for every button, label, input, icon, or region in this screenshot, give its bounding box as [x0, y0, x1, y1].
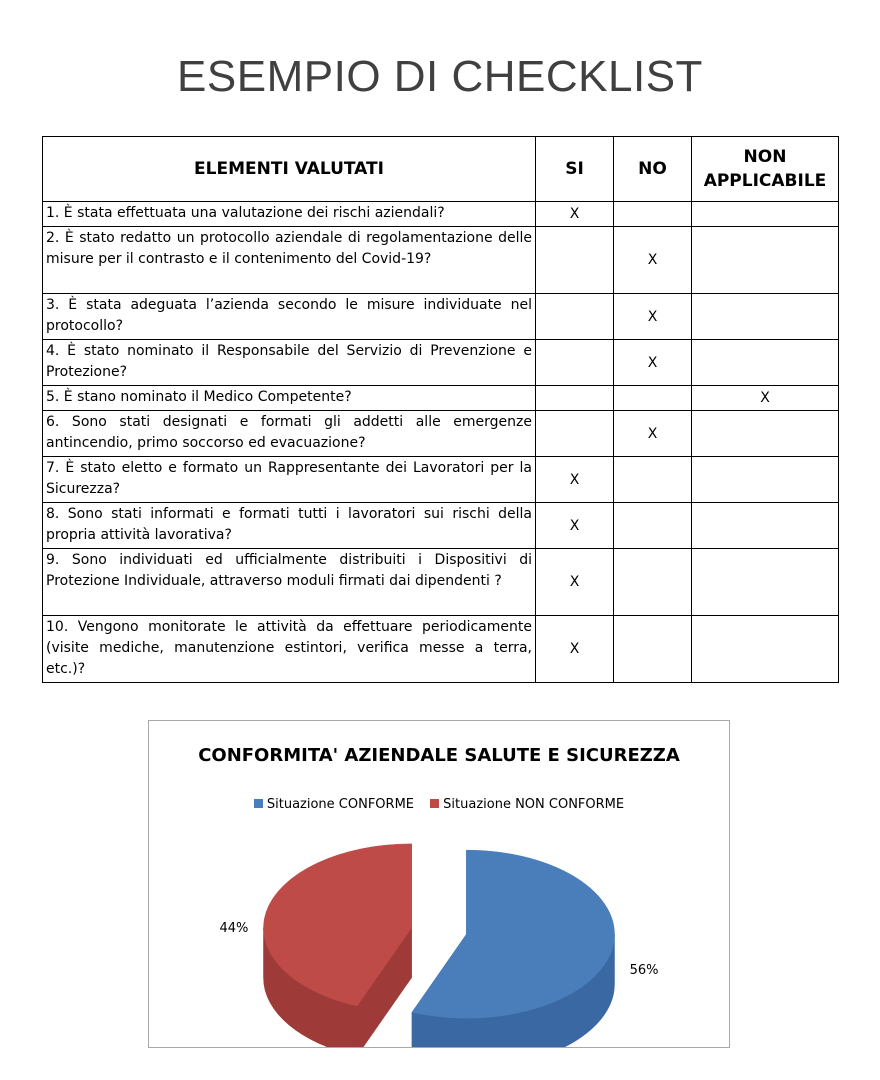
cell-si: X [536, 503, 614, 549]
item-text: 10. Vengono monitorate le attività da effettuare periodicamente (visite mediche, manutenzione estintori, verifica messe a terra, etc.)? [43, 616, 536, 683]
cell-no [614, 616, 692, 683]
cell-no [614, 202, 692, 227]
cell-na [692, 503, 839, 549]
cell-si [536, 340, 614, 386]
table-header-row [43, 137, 839, 202]
table-row [43, 202, 839, 227]
cell-si [536, 294, 614, 340]
cell-na [692, 616, 839, 683]
cell-na [692, 411, 839, 457]
cell-no [614, 549, 692, 616]
legend-label-conforme: Situazione CONFORME [266, 797, 415, 812]
checklist-table [42, 136, 839, 683]
cell-na [692, 294, 839, 340]
header-non-applicabile-line1: NON [743, 147, 787, 167]
cell-si: X [536, 457, 614, 503]
table-row [43, 549, 839, 616]
table-row [43, 457, 839, 503]
item-text: 8. Sono stati informati e formati tutti i lavoratori sui rischi della propria attività lavorativa? [43, 503, 536, 549]
pie-label-1: 44% [219, 921, 249, 937]
legend-label-non-conforme: Situazione NON CONFORME [443, 797, 625, 812]
header-non-applicabile [692, 137, 839, 202]
page-title: ESEMPIO DI CHECKLIST [177, 52, 703, 101]
cell-na [692, 549, 839, 616]
pie-label-0: 56% [629, 962, 659, 978]
table-row [43, 411, 839, 457]
pie-slice-1 [220, 844, 412, 1047]
table-row [43, 294, 839, 340]
table-row [43, 227, 839, 294]
cell-si: X [536, 202, 614, 227]
item-text: 2. È stato redatto un protocollo aziendale di regolamentazione delle misure per il contrasto e il contenimento del Covid-19? [43, 227, 536, 294]
cell-na [692, 227, 839, 294]
header-elementi-valutati: ELEMENTI VALUTATI [43, 137, 536, 202]
pie-slice-0 [412, 850, 658, 1047]
cell-na: X [692, 386, 839, 411]
cell-na [692, 340, 839, 386]
cell-no [614, 386, 692, 411]
table-row [43, 616, 839, 683]
item-text: 4. È stato nominato il Responsabile del Servizio di Prevenzione e Protezione? [43, 340, 536, 386]
cell-no: X [614, 340, 692, 386]
pie-chart [149, 721, 729, 1047]
chart-container [148, 720, 730, 1048]
cell-na [692, 202, 839, 227]
item-text: 9. Sono individuati ed ufficialmente distribuiti i Dispositivi di Protezione Individuale, attraverso moduli firmati dai dipendenti ? [43, 549, 536, 616]
chart-title: CONFORMITA' AZIENDALE SALUTE E SICUREZZA [198, 745, 680, 766]
cell-no [614, 503, 692, 549]
cell-si [536, 227, 614, 294]
item-text: 6. Sono stati designati e formati gli addetti alle emergenze antincendio, primo soccorso ed evacuazione? [43, 411, 536, 457]
cell-si [536, 386, 614, 411]
cell-no: X [614, 411, 692, 457]
item-text: 3. È stata adeguata l’azienda secondo le misure individuate nel protocollo? [43, 294, 536, 340]
cell-si: X [536, 616, 614, 683]
item-text: 1. È stata effettuata una valutazione dei rischi aziendali? [43, 202, 536, 227]
header-non-applicabile-line2: APPLICABILE [703, 171, 827, 191]
cell-na [692, 457, 839, 503]
table-row [43, 386, 839, 411]
cell-no: X [614, 294, 692, 340]
header-si: SI [536, 137, 614, 202]
table-row [43, 503, 839, 549]
cell-si: X [536, 549, 614, 616]
cell-no [614, 457, 692, 503]
item-text: 5. È stano nominato il Medico Competente? [43, 386, 536, 411]
item-text: 7. È stato eletto e formato un Rappresentante dei Lavoratori per la Sicurezza? [43, 457, 536, 503]
cell-no: X [614, 227, 692, 294]
cell-si [536, 411, 614, 457]
header-no: NO [614, 137, 692, 202]
table-row [43, 340, 839, 386]
